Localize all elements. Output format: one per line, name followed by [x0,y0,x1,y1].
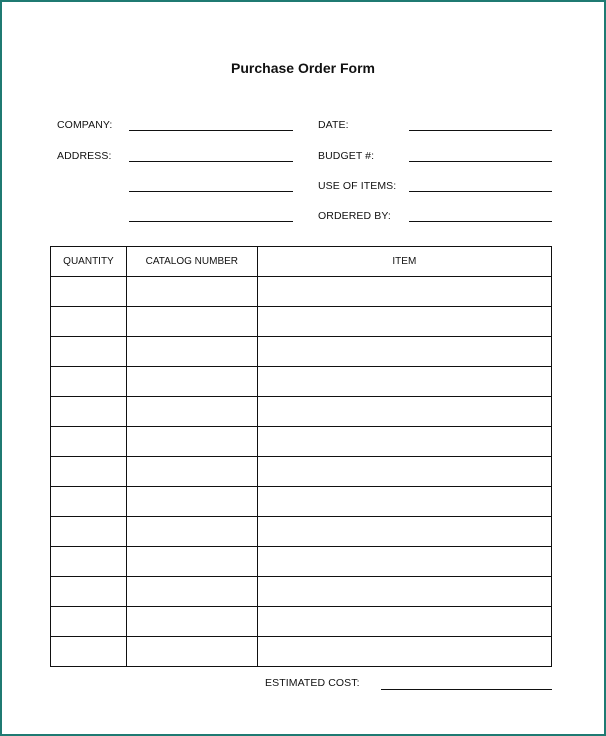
catalog-number-header: CATALOG NUMBER [126,247,257,277]
use-of-items-label: USE OF ITEMS: [318,180,397,192]
items-table [50,246,552,667]
date-field-line[interactable] [409,130,552,131]
date-label: DATE: [318,119,349,131]
item-cell[interactable] [257,577,551,607]
item-cell[interactable] [257,547,551,577]
catalog-number-cell[interactable] [126,607,257,637]
table-row [51,457,552,487]
budget-field-line[interactable] [409,161,552,162]
address-field-line-1[interactable] [129,161,293,162]
table-row [51,607,552,637]
table-row [51,367,552,397]
table-header-row [51,247,552,277]
item-cell[interactable] [257,277,551,307]
catalog-number-cell[interactable] [126,547,257,577]
catalog-number-cell[interactable] [126,637,257,667]
quantity-cell[interactable] [51,427,127,457]
ordered-by-field-line[interactable] [409,221,552,222]
quantity-cell[interactable] [51,457,127,487]
quantity-cell[interactable] [51,607,127,637]
table-row [51,397,552,427]
quantity-cell[interactable] [51,487,127,517]
catalog-number-cell[interactable] [126,517,257,547]
catalog-number-cell[interactable] [126,337,257,367]
address-field-line-3[interactable] [129,221,293,222]
quantity-cell[interactable] [51,337,127,367]
table-row [51,277,552,307]
catalog-number-cell[interactable] [126,367,257,397]
form-title: Purchase Order Form [231,60,375,76]
table-row [51,427,552,457]
item-cell[interactable] [257,457,551,487]
quantity-cell[interactable] [51,367,127,397]
catalog-number-cell[interactable] [126,457,257,487]
estimated-cost-label: ESTIMATED COST: [265,677,360,689]
catalog-number-cell[interactable] [126,307,257,337]
quantity-cell[interactable] [51,517,127,547]
quantity-cell[interactable] [51,637,127,667]
quantity-cell[interactable] [51,397,127,427]
quantity-cell[interactable] [51,277,127,307]
item-cell[interactable] [257,307,551,337]
quantity-cell[interactable] [51,577,127,607]
quantity-cell[interactable] [51,307,127,337]
use-of-items-field-line[interactable] [409,191,552,192]
table-row [51,307,552,337]
catalog-number-cell[interactable] [126,427,257,457]
catalog-number-cell[interactable] [126,277,257,307]
item-cell[interactable] [257,397,551,427]
address-label: ADDRESS: [57,150,112,162]
item-cell[interactable] [257,607,551,637]
catalog-number-cell[interactable] [126,397,257,427]
estimated-cost-field-line[interactable] [381,689,552,690]
table-row [51,547,552,577]
quantity-cell[interactable] [51,547,127,577]
table-row [51,637,552,667]
table-row [51,487,552,517]
quantity-header: QUANTITY [51,247,127,277]
company-field-line[interactable] [129,130,293,131]
item-cell[interactable] [257,487,551,517]
table-row [51,517,552,547]
catalog-number-cell[interactable] [126,487,257,517]
item-cell[interactable] [257,637,551,667]
ordered-by-label: ORDERED BY: [318,210,391,222]
item-cell[interactable] [257,367,551,397]
table-row [51,337,552,367]
budget-label: BUDGET #: [318,150,375,162]
table-row [51,577,552,607]
item-cell[interactable] [257,427,551,457]
item-cell[interactable] [257,337,551,367]
item-cell[interactable] [257,517,551,547]
item-header: ITEM [257,247,551,277]
address-field-line-2[interactable] [129,191,293,192]
catalog-number-cell[interactable] [126,577,257,607]
items-table-body [51,277,552,667]
company-label: COMPANY: [57,119,113,131]
